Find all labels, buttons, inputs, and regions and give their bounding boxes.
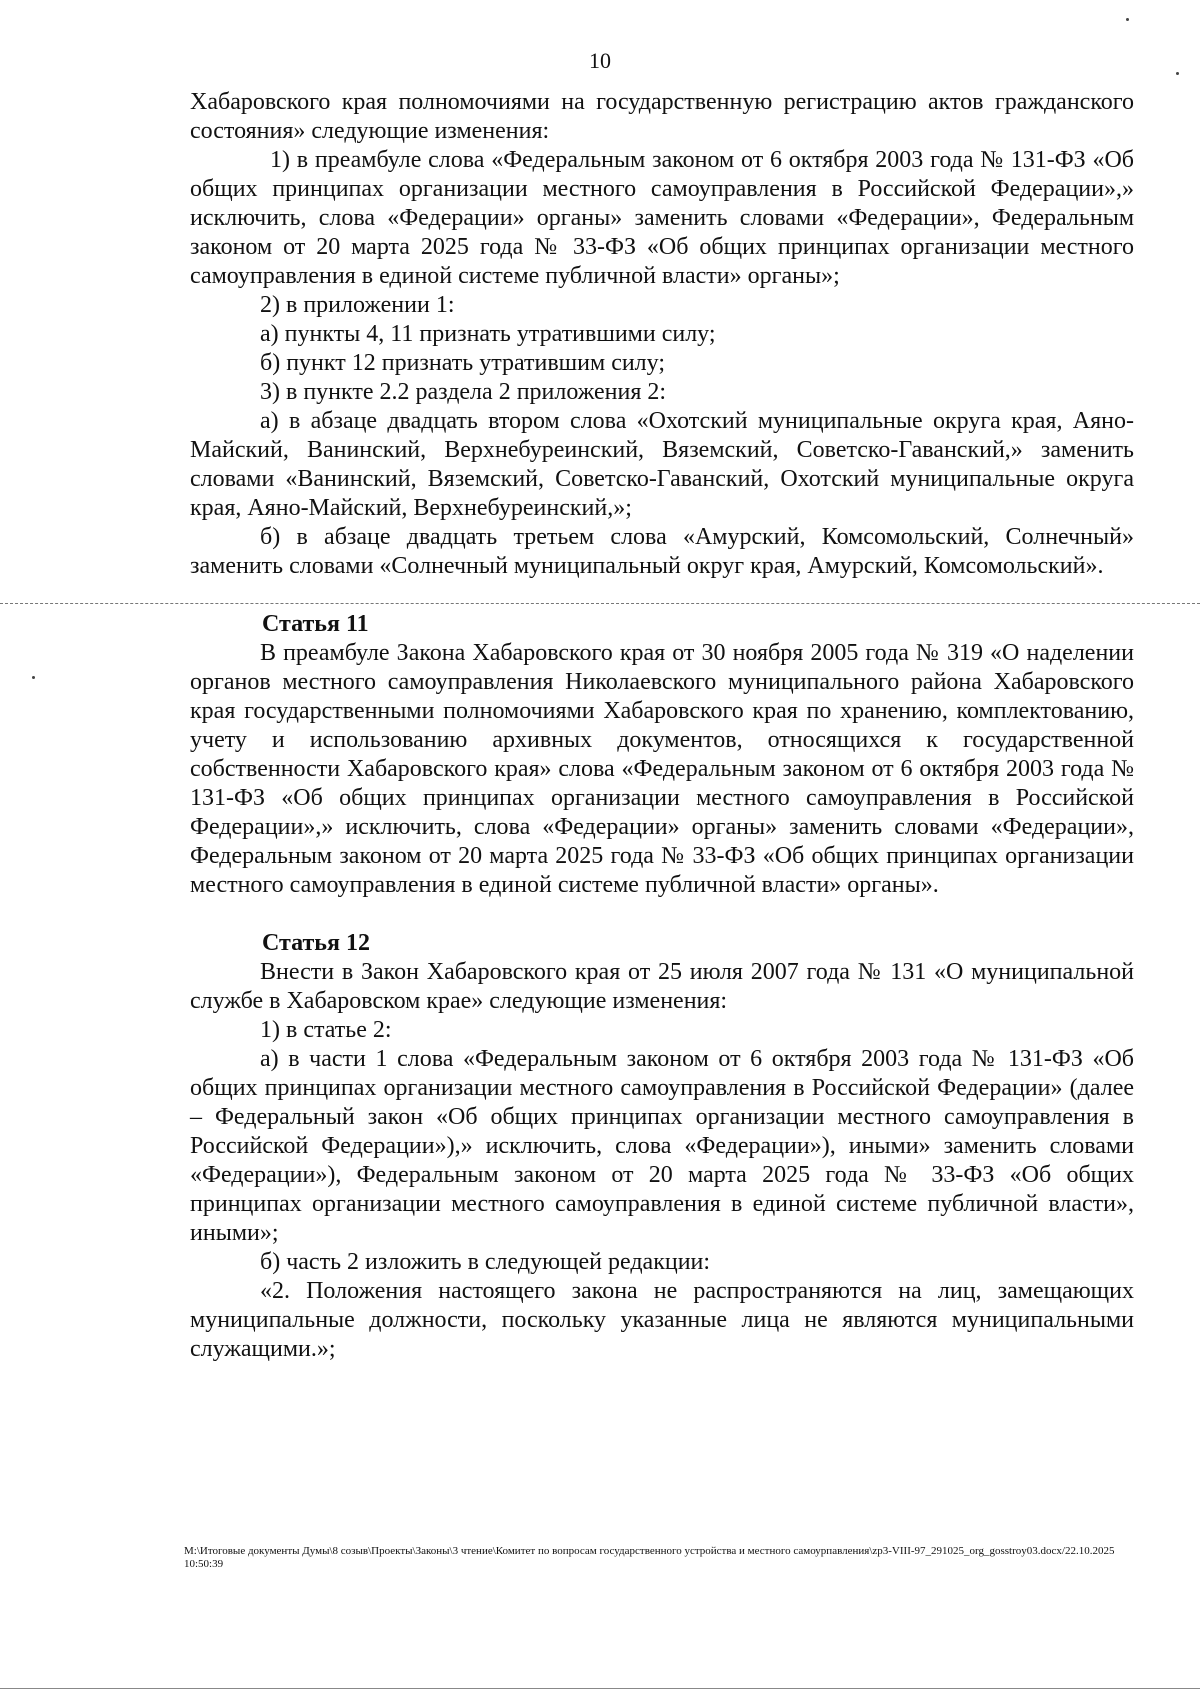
bottom-rule: [0, 1688, 1200, 1689]
scan-artifact-dot: [1176, 72, 1179, 75]
paragraph: 1) в преамбуле слова «Федеральным законом от 6 октября 2003 года № 131-ФЗ «Об общих принципах организации местного самоуправления в Российской Федерации»,» исключить, слова «Федерации» органы» заменить словами «Федерации», Федеральным законом от 20 марта 2025 года № 33-ФЗ «Об общих принципах организации местного самоуправления в единой системе публичной власти» органы»;: [190, 147, 1134, 289]
article-11-text: В преамбуле Закона Хабаровского края от 30 ноября 2005 года № 319 «О наделении органов местного самоуправления Николаевского муниципального района Хабаровского края государственными полномочиями Хабаровского края по хранению, комплектованию, учету и использованию архивных документов, относящихся к государственной собственности Хабаровского края» слова «Федеральным законом от 6 октября 2003 года № 131-ФЗ «Об общих принципах организации местного самоуправления в Российской Федерации»,» исключить, слова «Федерации» органы» заменить словами «Федерации», Федеральным законом от 20 марта 2025 года № 33-ФЗ «Об общих принципах организации местного самоуправления в единой системе публичной власти» органы».: [190, 640, 1134, 898]
paragraph: б) в абзаце двадцать третьем слова «Амурский, Комсомольский, Солнечный» заменить словами «Солнечный муниципальный округ края, Амурский, Комсомольский».: [190, 524, 1134, 579]
paragraph: а) пункты 4, 11 признать утратившими силу;: [260, 321, 716, 347]
article-12-title: Статья 12: [262, 930, 370, 956]
paragraph: Хабаровского края полномочиями на государственную регистрацию актов гражданского состояния» следующие изменения:: [190, 89, 1134, 144]
scan-artifact-dot: [1126, 18, 1129, 21]
paragraph: б) часть 2 изложить в следующей редакции:: [260, 1249, 711, 1275]
page-number: 10: [589, 48, 611, 73]
paragraph: а) в абзаце двадцать втором слова «Охотский муниципальные округа края, Аяно-Майский, Ванинский, Верхнебуреинский, Вяземский, Советско-Гаванский,» заменить словами «Ванинский, Вяземский, Советско-Гаванский, Охотский муниципальные округа края, Аяно-Майский, Верхнебуреинский,»;: [190, 408, 1134, 521]
file-path-footer: M:\Итоговые документы Думы\8 созыв\Проекты\Законы\3 чтение\Комитет по вопросам государственного устройства и местного самоурпавления\zp3-VIII-97_291025_org_gosstroy03.docx/22.10.2025 10:50:39: [184, 1545, 1115, 1570]
paragraph: «2. Положения настоящего закона не распространяются на лиц, замещающих муниципальные должности, поскольку указанные лица не являются муниципальными служащими.»;: [190, 1278, 1134, 1362]
paragraph: б) пункт 12 признать утратившим силу;: [260, 350, 666, 376]
paragraph: Внести в Закон Хабаровского края от 25 июля 2007 года № 131 «О муниципальной службе в Хабаровском крае» следующие изменения:: [190, 959, 1134, 1014]
scan-artifact-dot: [32, 676, 35, 679]
paragraph: 3) в пункте 2.2 раздела 2 приложения 2:: [260, 379, 667, 405]
document-body: [190, 88, 1134, 1364]
paragraph: 1) в статье 2:: [260, 1017, 392, 1043]
paragraph: а) в части 1 слова «Федеральным законом от 6 октября 2003 года № 131-ФЗ «Об общих принципах организации местного самоуправления в Российской Федерации» (далее – Федеральный закон «Об общих принципах организации местного самоуправления в Российской Федерации»),» исключить, слова «Федерации»), иными» заменить словами «Федерации»), Федеральным законом от 20 марта 2025 года № 33-ФЗ «Об общих принципах организации местного самоуправления в единой системе публичной власти», иными»;: [190, 1046, 1134, 1246]
paragraph: 2) в приложении 1:: [260, 292, 455, 318]
article-11-title: Статья 11: [262, 611, 369, 637]
